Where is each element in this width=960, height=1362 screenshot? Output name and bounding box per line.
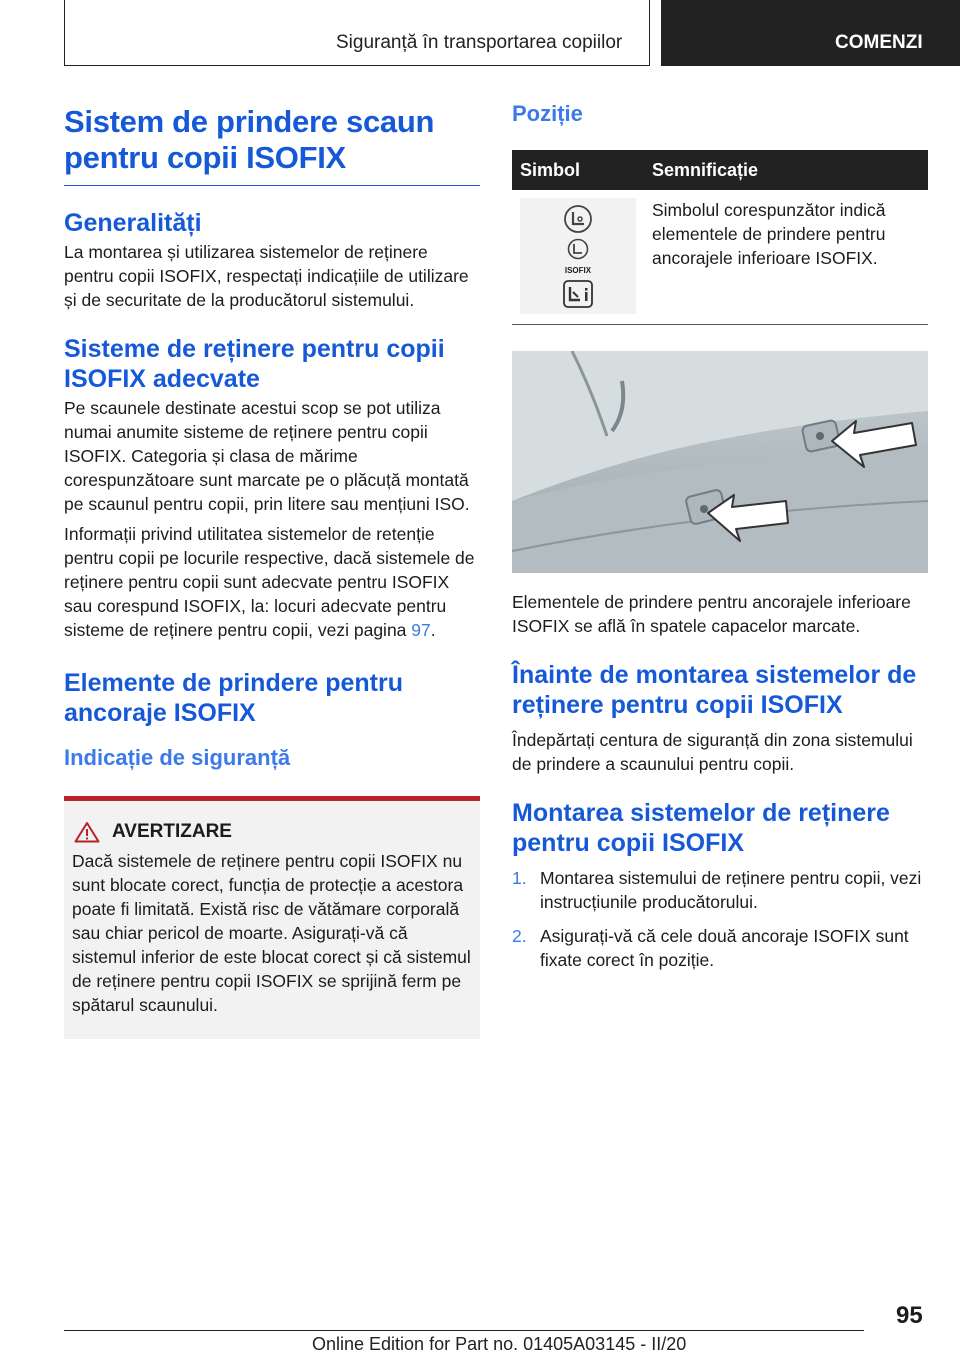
- warning-box: [64, 796, 480, 1039]
- symbol-icons: [520, 198, 636, 314]
- step-number: 1.: [512, 868, 527, 888]
- warning-triangle-icon: [74, 821, 100, 843]
- chapter-tab[interactable]: [661, 0, 960, 66]
- safety-heading: Indicație de siguranță: [64, 745, 291, 770]
- warning-text: Dacă sistemele de reținere pentru copii ISOFIX nu sunt blocate corect, funcția de protecție a acestora poate fi limitată. Există risc de vătămare corporală sau chiar pericol de moarte. Asigurați-vă că sistemul inferior de este blocat corect și că sistemul de reținere pentru copii ISOFIX se sprijină ferm pe spătarul scaunului.: [72, 851, 471, 1015]
- photo-caption: Elementele de prindere pentru ancorajele inferioare ISOFIX se află în spatele capacelor marcate.: [512, 592, 911, 636]
- general-heading: Generalități: [64, 209, 202, 237]
- before-heading: Înainte de montarea sistemelor de reținere pentru copii ISOFIX: [512, 661, 917, 719]
- chapter-tab-label: COMENZI: [835, 32, 923, 53]
- table-row: [512, 190, 928, 325]
- mount-heading: Montarea sistemelor de reținere pentru copii ISOFIX: [512, 799, 890, 857]
- seat-photo: [512, 351, 928, 578]
- suitable-heading: Sisteme de reținere pentru copii ISOFIX adecvate: [64, 335, 445, 393]
- mount-steps: [512, 866, 928, 972]
- section-title: Siguranță în transportarea copiilor: [336, 32, 623, 53]
- isofix-label-icon: [565, 238, 591, 275]
- list-item: [512, 866, 928, 914]
- footer-edition: Online Edition for Part no. 01405A03145 - II/20: [312, 1334, 687, 1354]
- warning-header: [72, 821, 472, 843]
- suitable-text-2-body: Informații privind utilitatea sistemelor de retenție pentru copii pe locurile respective, dacă sistemele de reținere pentru copii sunt adecvate pentru ISOFIX sau corespund ISOFIX, la: locuri adecvate pentru sisteme de reținere pentru copii, vezi pagina: [64, 524, 475, 640]
- page-reference-link[interactable]: 97: [411, 620, 431, 640]
- table-header-row: [512, 150, 928, 190]
- general-text: La montarea și utilizarea sistemelor de reținere pentru copii ISOFIX, respectați indicațiile de utilizare și de securitate de la producătorul sistemului.: [64, 242, 469, 310]
- isofix-text: ISOFIX: [564, 266, 592, 276]
- col-symbol: Simbol: [512, 150, 644, 190]
- suitable-text-1: Pe scaunele destinate acestui scop se pot utiliza numai anumite sisteme de reținere pentru copii ISOFIX. Categoria și clasa de mărime corespunzătoare sunt marcate pe o plăcuță montată pe scaunul pentru copii, prin litere sau mențiuni ISO.: [64, 398, 470, 514]
- right-column: [512, 100, 928, 982]
- col-meaning: Semnificație: [644, 150, 928, 190]
- isofix-seat-illustration: [512, 351, 928, 573]
- step-text: Montarea sistemului de reținere pentru copii, vezi instrucțiunile producătorului.: [540, 868, 922, 912]
- isofix-seat-icon: [563, 204, 593, 234]
- left-column: [64, 104, 480, 1039]
- symbol-table: [512, 150, 928, 325]
- symbol-cell: [512, 190, 644, 325]
- list-item: [512, 924, 928, 972]
- meaning-cell: Simbolul corespunzător indică elementele de prindere pentru ancorajele inferioare ISOFIX.: [644, 190, 928, 325]
- step-number: 2.: [512, 926, 527, 946]
- step-text: Asigurați-vă că cele două ancoraje ISOFIX sunt fixate corect în poziție.: [540, 926, 909, 970]
- page-title: Sistem de prindere scaun pentru copii ISOFIX: [64, 104, 480, 186]
- page-header: [0, 0, 960, 66]
- anchor-heading: Elemente de prindere pentru ancoraje ISOFIX: [64, 669, 403, 727]
- footer-divider: [64, 1330, 864, 1331]
- child-seat-info-icon: [563, 280, 593, 308]
- suitable-text-2: [64, 522, 480, 642]
- warning-label: AVERTIZARE: [112, 821, 232, 842]
- period: .: [430, 620, 436, 640]
- before-text: Îndepărtați centura de siguranță din zona sistemului de prindere a scaunului pentru copii.: [512, 730, 913, 774]
- position-heading: Poziție: [512, 101, 583, 126]
- page-number: 95: [896, 1302, 923, 1329]
